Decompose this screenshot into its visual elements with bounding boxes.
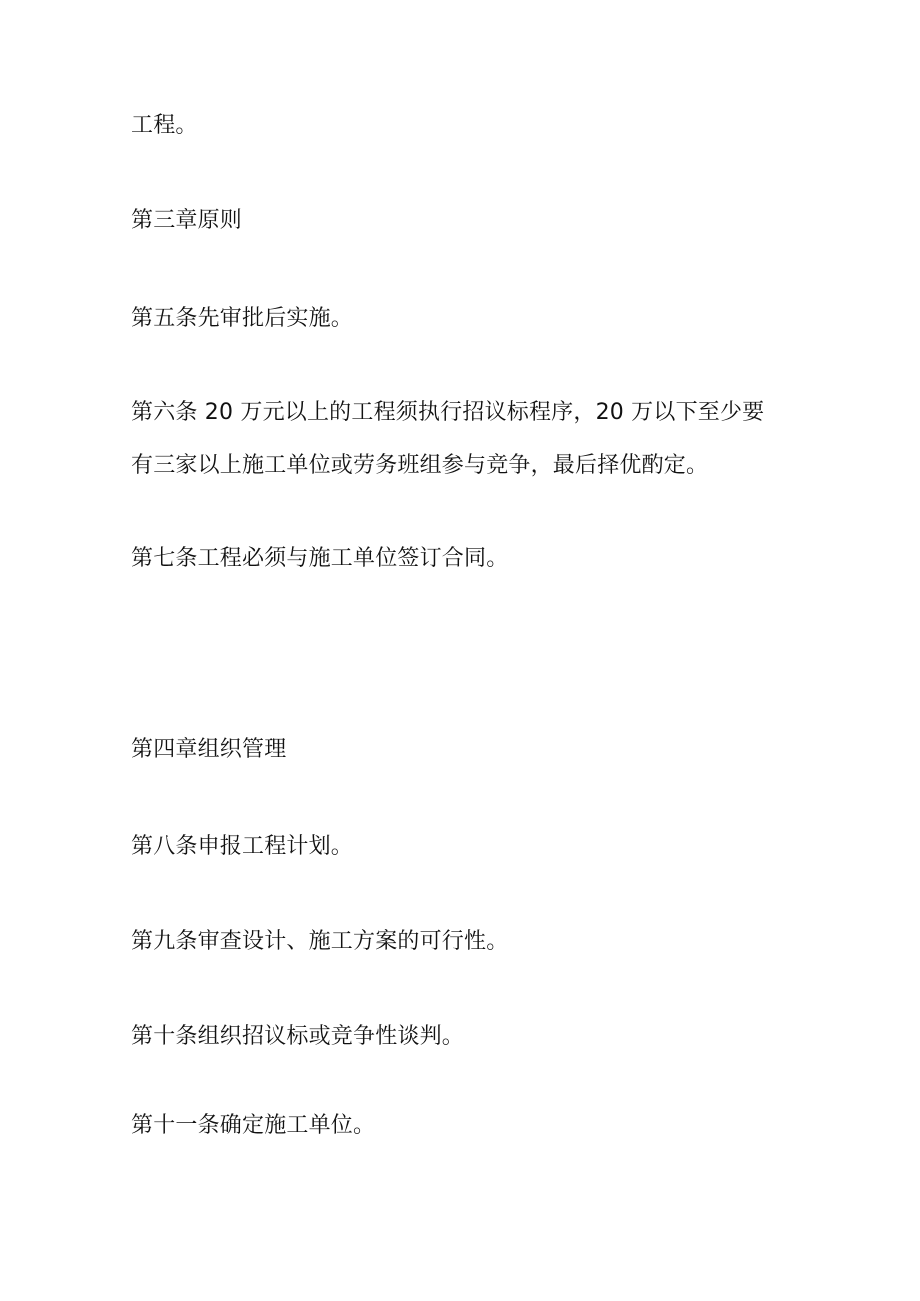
article-6-line-2: 有三家以上施工单位或劳务班组参与竞争，最后择优酌定。	[131, 453, 709, 478]
chapter-heading-3: 第三章原则	[131, 208, 243, 233]
article-9: 第九条审查设计、施工方案的可行性。	[131, 929, 509, 954]
paragraph-continuation: 工程。	[131, 113, 198, 138]
chapter-heading-4: 第四章组织管理	[131, 737, 287, 762]
article-8: 第八条申报工程计划。	[131, 834, 354, 859]
article-10: 第十条组织招议标或竞争性谈判。	[131, 1024, 465, 1049]
article-6-line-1: 第六条 20 万元以上的工程须执行招议标程序，20 万以下至少要	[131, 400, 765, 425]
article-7: 第七条工程必须与施工单位签订合同。	[131, 546, 509, 571]
article-11: 第十一条确定施工单位。	[131, 1113, 376, 1138]
article-5: 第五条先审批后实施。	[131, 306, 354, 331]
